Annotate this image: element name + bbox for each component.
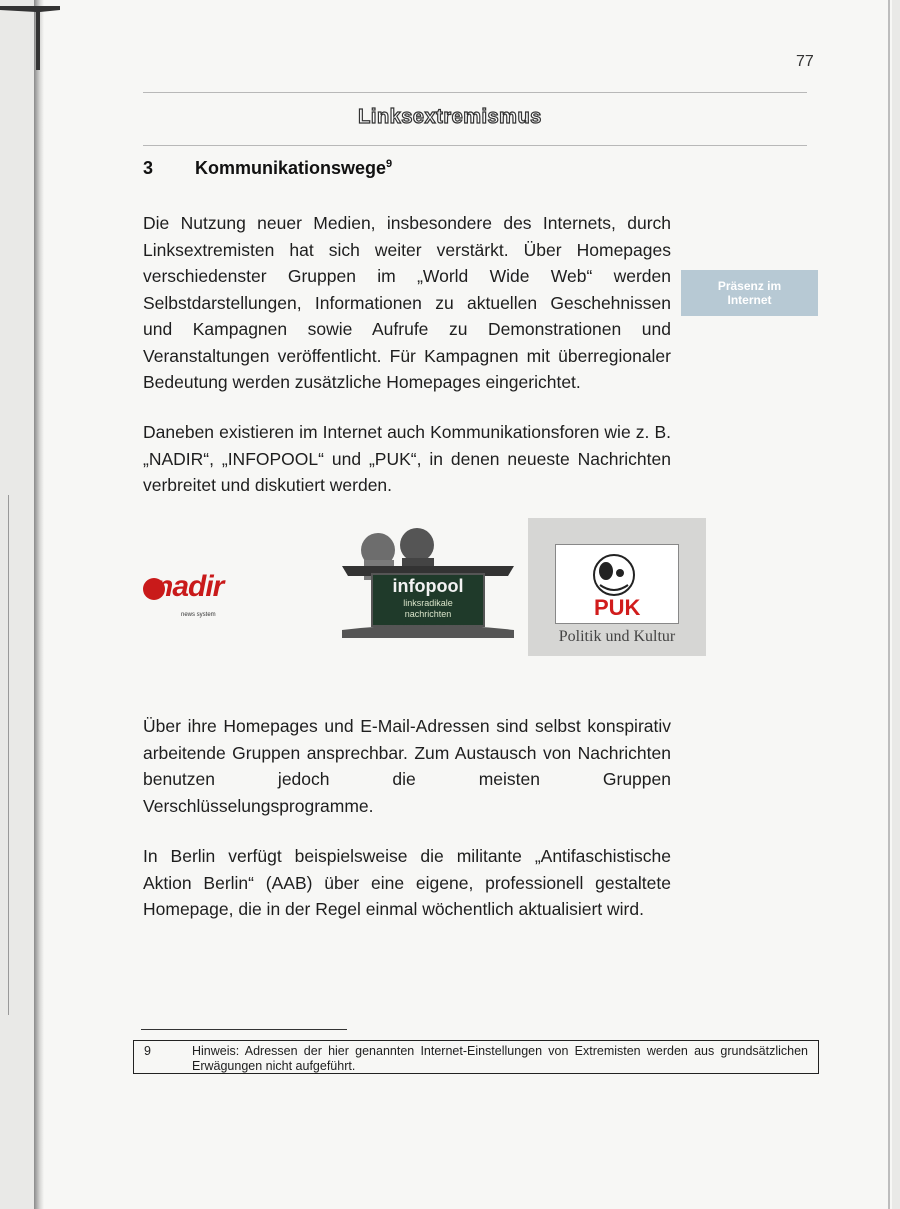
puk-logo-frame	[555, 544, 679, 624]
puk-mascot-icon	[556, 545, 678, 623]
footnote-separator	[141, 1029, 347, 1030]
section-title: Kommunikationswege	[195, 158, 387, 178]
nadir-logo-subtitle: news system	[181, 612, 216, 618]
binding-mark	[0, 0, 70, 70]
nadir-logo-text: nadir	[155, 570, 224, 603]
page-binding-shadow	[34, 0, 44, 1209]
infopool-logo-title: infopool	[392, 576, 464, 596]
header-rule	[143, 145, 807, 146]
page-number: 77	[796, 53, 814, 70]
footnote-text: Hinweis: Adressen der hier genannten Internet-Einstellungen von Extremisten werden aus grundsätzlichen Erwägungen nicht aufgeführt.	[192, 1044, 808, 1073]
infopool-logo	[342, 520, 514, 638]
section-heading	[143, 158, 392, 179]
puk-logo-mark: PUK	[594, 595, 641, 620]
header-rule	[143, 92, 807, 93]
margin-note	[681, 270, 818, 316]
infopool-logo-line: linksradikale	[403, 598, 453, 608]
nadir-logo	[143, 570, 253, 625]
footnote-number: 9	[144, 1044, 151, 1058]
margin-line	[888, 0, 890, 1209]
margin-line	[8, 495, 9, 1015]
paragraph: In Berlin verfügt beispielsweise die militante „Antifaschistische Aktion Berlin“ (AAB) über eine eigene, professionell gestaltete Homepage, die in der Regel einmal wöchentlich aktualisiert wird.	[143, 846, 671, 919]
footnote	[133, 1040, 819, 1074]
puk-logo-caption: Politik und Kultur	[558, 628, 676, 645]
section-number: 3	[143, 158, 154, 178]
infopool-logo-line: nachrichten	[404, 609, 452, 619]
margin-note-line: Präsenz im	[717, 279, 782, 293]
running-head: Linksextremismus	[358, 106, 542, 128]
margin-note-line: Internet	[727, 293, 772, 307]
footnote-reference: 9	[386, 158, 393, 170]
paragraph: Die Nutzung neuer Medien, insbesondere des Internets, durch Linksextremisten hat sich weiter verstärkt. Über Homepages verschiedenster Gruppen im „World Wide Web“ werden Selbstdarstellungen, Informationen zu aktuellen Geschehnissen und Kampagnen sowie Aufrufe zu Demonstrationen und Veranstaltungen veröffentlicht. Für Kampagnen mit überregionaler Bedeutung werden zusätzliche Homepages eingerichtet.	[143, 213, 671, 392]
puk-logo	[528, 518, 706, 656]
paragraph: Über ihre Homepages und E-Mail-Adressen sind selbst konspirativ arbeitende Gruppen ansprechbar. Zum Austausch von Nachrichten benutzen jedoch die meisten Gruppen Verschlüsselungsprogramme.	[143, 716, 671, 816]
paragraph: Daneben existieren im Internet auch Kommunikationsforen wie z. B. „NADIR“, „INFOPOOL“ und „PUK“, in denen neueste Nachrichten verbreitet und diskutiert werden.	[143, 422, 671, 495]
